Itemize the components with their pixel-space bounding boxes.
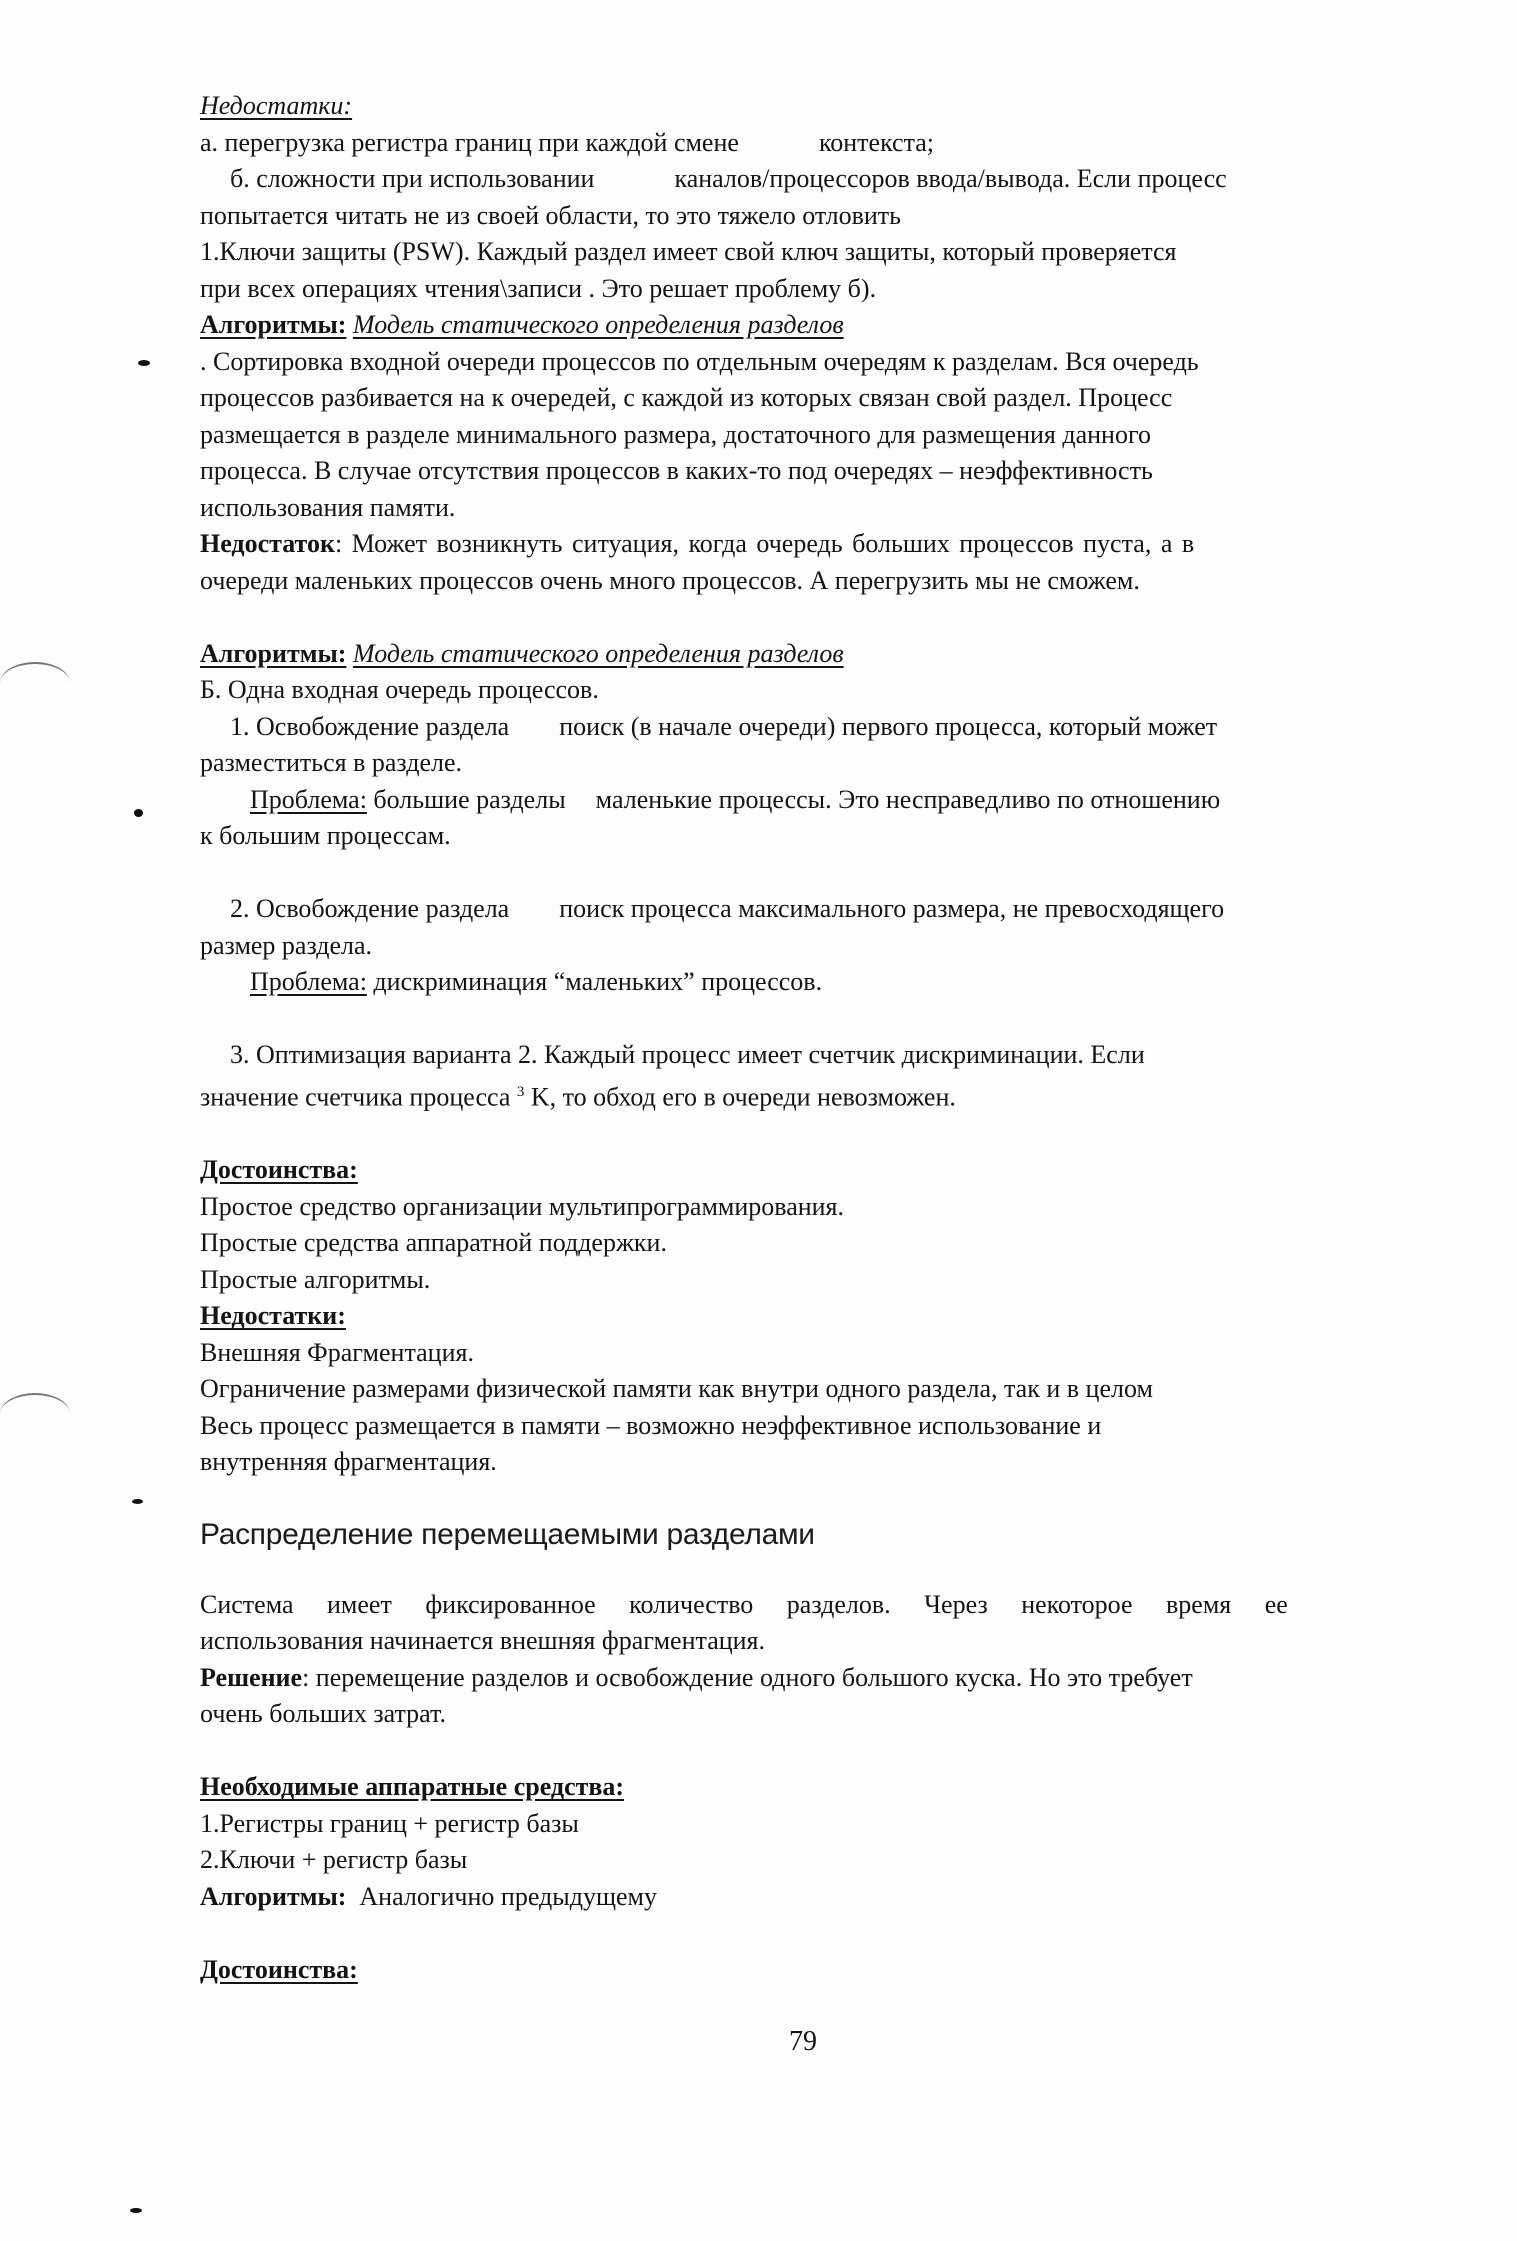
algorithms-label: Алгоритмы: — [200, 310, 347, 339]
item-b-line2: попытается читать не из своей области, то это тяжело отловить — [200, 200, 902, 230]
item-b-text: б. сложности при использовании — [230, 164, 595, 193]
algo-b-item1-problem-line2: к большим процессам. — [200, 821, 451, 850]
algo-a-line: процессов разбивается на к очередей, с каждой из которых связан свой раздел. Процесс — [200, 383, 1173, 412]
algo-b-item1 — [200, 709, 1425, 746]
disadvantages-heading — [200, 1298, 1425, 1335]
drawback-text: : Может возникнуть ситуация, когда очередь больших процессов пуста, а в — [334, 529, 1195, 558]
drawback-line2: очереди маленьких процессов очень много процессов. А перегрузить мы не сможем. — [200, 565, 1140, 595]
algo-a-line: . Сортировка входной очереди процессов по отдельным очередям к разделам. Вся очередь — [200, 346, 1199, 376]
problem-label: Проблема: — [250, 967, 367, 996]
advantage-item: Простые средства аппаратной поддержки. — [200, 1228, 667, 1258]
protection-keys-line2: при всех операциях чтения\записи . Это решает проблему б). — [200, 273, 877, 303]
algorithms-label: Алгоритмы: — [200, 1881, 347, 1911]
advantage-item: Простые алгоритмы. — [200, 1264, 431, 1294]
protection-keys-line1: 1.Ключи защиты (PSW). Каждый раздел имеет свой ключ защиты, который проверяется — [200, 237, 1177, 266]
item3-sup: 3 — [516, 1083, 525, 1100]
problem-text: дискриминация “маленьких” процессов. — [366, 967, 823, 996]
item-b — [200, 161, 1425, 198]
item2-text-2: поиск процесса максимального размера, не превосходящего — [559, 894, 1225, 923]
hardware-item: 2.Ключи + регистр базы — [200, 1845, 468, 1875]
solution-text: : перемещение разделов и освобождение одного большого куска. Но это требует — [302, 1662, 1193, 1692]
algo-b-item3-line2 — [200, 1074, 1425, 1116]
algorithms-heading-a — [200, 307, 1425, 344]
problem-label: Проблема: — [250, 784, 367, 814]
relocatable-line2: использования начинается внешняя фрагментация. — [200, 1626, 766, 1656]
item-a-text: а. перегрузка регистра границ при каждой смене — [200, 127, 739, 157]
algorithms-label: Алгоритмы: — [200, 638, 347, 668]
advantages-heading-2 — [200, 1952, 1425, 1989]
algorithms-heading-b — [200, 636, 1425, 673]
page-number: 79 — [789, 2026, 817, 2057]
item-b-text-2: каналов/процессоров ввода/вывода. Если процесс — [674, 164, 1227, 193]
item1-text-2: поиск (в начале очереди) первого процесса, который может — [559, 711, 1218, 741]
binder-hole-arc — [0, 1393, 70, 1435]
algo-b-item2 — [200, 891, 1425, 928]
binder-hole-arc — [0, 662, 70, 704]
hardware-heading — [200, 1769, 1425, 1806]
algo-b-intro: Б. Одна входная очередь процессов. — [200, 675, 599, 704]
item-a — [200, 125, 1425, 162]
scan-speck — [138, 360, 150, 366]
algo-a-line: процесса. В случае отсутствия процессов в каких-то под очередях – неэффективность — [200, 456, 1153, 485]
solution-line1 — [200, 1660, 1425, 1697]
algo-b-item3-line1: 3. Оптимизация варианта 2. Каждый процесс имеет счетчик дискриминации. Если — [230, 1040, 1145, 1069]
section-heading: Распределение перемещаемыми разделами — [200, 1517, 815, 1551]
scan-speck — [134, 809, 143, 817]
advantages-heading — [200, 1152, 1425, 1189]
heading-text: Необходимые аппаратные средства: — [200, 1772, 625, 1802]
heading-text: Недостатки: — [200, 91, 353, 120]
item3-text: значение счетчика процесса — [200, 1082, 517, 1112]
disadvantages-heading-italic — [200, 88, 1425, 125]
disadvantage-item: Ограничение размерами физической памяти как внутри одного раздела, так и в целом — [200, 1374, 1153, 1404]
drawback-line1 — [200, 526, 1425, 563]
problem-text: большие разделы — [366, 784, 566, 814]
drawback-label: Недостаток — [200, 529, 335, 558]
algorithms-text: Аналогично предыдущему — [346, 1881, 657, 1911]
disadvantage-item: внутренняя фрагментация. — [200, 1447, 497, 1477]
model-title: Модель статического определения разделов — [352, 310, 844, 339]
disadvantage-item: Внешняя Фрагментация. — [200, 1337, 474, 1367]
problem-text-2: маленькие процессы. Это несправедливо по отношению — [595, 784, 1221, 814]
algorithms-line — [200, 1879, 1425, 1916]
algo-b-item2-line2: размер раздела. — [200, 930, 373, 960]
item3-text-2: K, то обход его в очереди невозможен. — [524, 1082, 956, 1112]
page-content — [200, 88, 1425, 1988]
algo-b-item2-problem — [200, 964, 1425, 1001]
algo-b-item1-problem — [200, 782, 1425, 819]
algo-b-item1-line2: разместиться в разделе. — [200, 748, 463, 777]
solution-line2: очень больших затрат. — [200, 1699, 446, 1729]
item2-text: 2. Освобождение раздела — [230, 894, 510, 923]
heading-text: Достоинства: — [200, 1954, 358, 1984]
heading-text: Достоинства: — [200, 1155, 358, 1185]
algo-a-line: использования памяти. — [200, 492, 456, 522]
item-a-text-2: контекста; — [818, 127, 935, 157]
hardware-item: 1.Регистры границ + регистр базы — [200, 1808, 579, 1838]
scan-speck — [130, 2208, 142, 2213]
disadvantage-item: Весь процесс размещается в памяти – возможно неэффективное использование и — [200, 1410, 1102, 1440]
heading-text: Недостатки: — [200, 1301, 346, 1331]
item1-text: 1. Освобождение раздела — [230, 711, 510, 741]
scan-speck — [132, 1499, 143, 1504]
solution-label: Решение — [200, 1662, 303, 1692]
model-title: Модель статического определения разделов — [352, 638, 844, 668]
algo-a-line: размещается в разделе минимального размера, достаточного для размещения данного — [200, 419, 1151, 449]
relocatable-line1: Система имеет фиксированное количество разделов. Через некоторое время ее — [200, 1589, 1288, 1619]
advantage-item: Простое средство организации мультипрограммирования. — [200, 1191, 845, 1221]
